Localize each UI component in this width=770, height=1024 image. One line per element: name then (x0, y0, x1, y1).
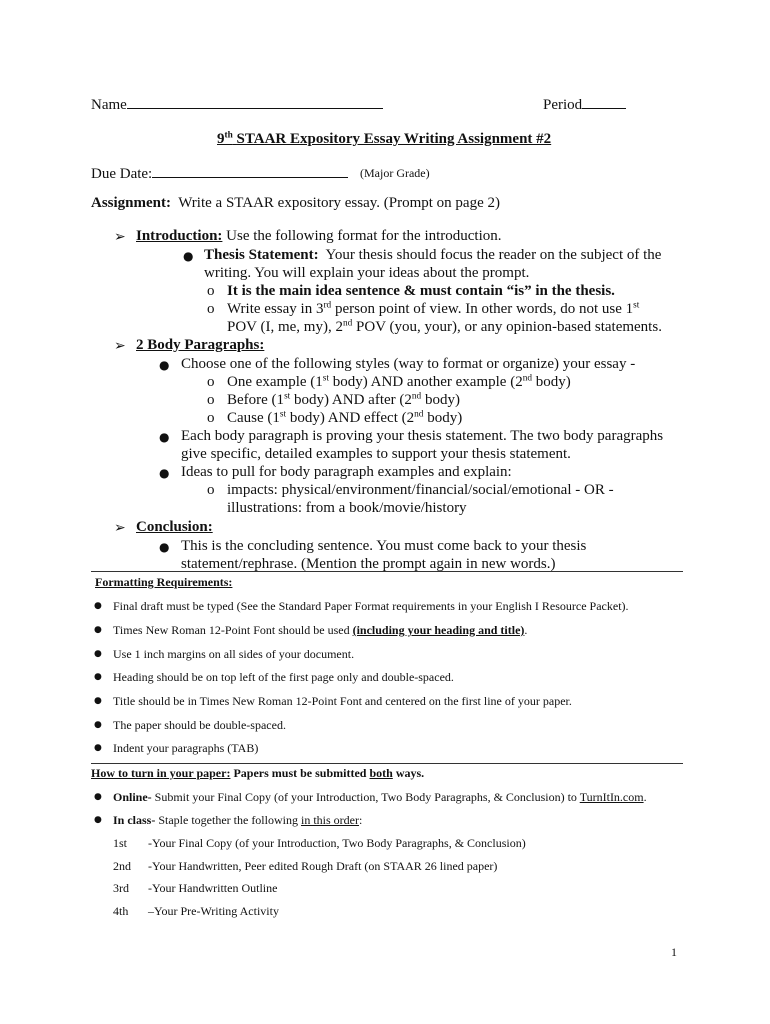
step-number: 3rd (113, 881, 129, 895)
format-item: Heading should be on top left of the first page only and double-spaced. (113, 670, 454, 684)
bullet-icon: ● (94, 672, 102, 682)
arrow-bullet-icon: ➢ (114, 229, 126, 245)
due-date-label: Due Date: (91, 166, 153, 182)
sub-bullet-icon: o (207, 374, 215, 390)
period-field (543, 94, 626, 114)
thesis-line-2: writing. You will explain your ideas about the prompt. (204, 265, 530, 281)
step-text: –Your Pre-Writing Activity (148, 904, 279, 918)
in-class-item: In class- Staple together the following in this order: (113, 813, 363, 827)
conclusion-line-2: statement/rephrase. (Mention the prompt again in new words.) (181, 556, 556, 572)
conclusion-line: This is the concluding sentence. You must come back to your thesis (181, 538, 587, 554)
bullet-icon: ● (94, 649, 102, 659)
style-option-1: One example (1st body) AND another example (2nd body) (227, 373, 571, 390)
page-number: 1 (671, 945, 677, 959)
style-option-2: Before (1st body) AND after (2nd body) (227, 391, 460, 408)
period-label: Period (543, 97, 583, 113)
online-item: Online- Submit your Final Copy (of your Introduction, Two Body Paragraphs, & Conclusion) to TurnItIn.com. (113, 790, 647, 804)
arrow-bullet-icon: ➢ (114, 338, 126, 354)
bullet-icon: ● (94, 792, 102, 802)
format-item: Final draft must be typed (See the Standard Paper Format requirements in your English I Resource Packet). (113, 599, 629, 613)
sub-bullet-icon: o (207, 482, 215, 498)
impacts-line: impacts: physical/environment/financial/social/emotional - OR - (227, 482, 614, 498)
main-idea-line: It is the main idea sentence & must contain “is” in the thesis. (227, 283, 615, 299)
formatting-heading: Formatting Requirements: (95, 575, 233, 589)
pov-line: Write essay in 3rd person point of view. In other words, do not use 1st (227, 300, 640, 317)
bullet-icon: ● (159, 430, 170, 444)
choose-line: Choose one of the following styles (way to format or organize) your essay - (181, 356, 636, 372)
name-label: Name (91, 97, 127, 113)
conclusion-heading: Conclusion: (136, 519, 213, 535)
sub-bullet-icon: o (207, 283, 215, 299)
arrow-bullet-icon: ➢ (114, 520, 126, 536)
bullet-icon: ● (159, 466, 170, 480)
style-option-3: Cause (1st body) AND effect (2nd body) (227, 409, 463, 426)
format-item: Use 1 inch margins on all sides of your document. (113, 647, 355, 661)
format-item: Times New Roman 12-Point Font should be used (including your heading and title). (113, 623, 528, 637)
step-number: 1st (113, 836, 128, 850)
sub-bullet-icon: o (207, 301, 215, 317)
name-field (91, 94, 383, 114)
format-item: Indent your paragraphs (TAB) (113, 741, 259, 755)
step-text: -Your Final Copy (of your Introduction, Two Body Paragraphs, & Conclusion) (148, 836, 526, 850)
bullet-icon: ● (159, 540, 170, 554)
step-number: 2nd (113, 859, 131, 873)
page-title: 9th STAAR Expository Essay Writing Assignment #2 (217, 130, 552, 147)
intro-line: Introduction: Use the following format for the introduction. (136, 228, 502, 244)
impacts-line-2: illustrations: from a book/movie/history (227, 500, 467, 516)
bullet-icon: ● (94, 720, 102, 730)
assignment-line: Assignment: Write a STAAR expository essay. (Prompt on page 2) (91, 195, 500, 211)
turnitin-link[interactable]: TurnItIn.com (579, 790, 644, 804)
step-text: -Your Handwritten Outline (148, 881, 278, 895)
bullet-icon: ● (159, 358, 170, 372)
sub-bullet-icon: o (207, 392, 215, 408)
step-number: 4th (113, 904, 129, 918)
proving-line: Each body paragraph is proving your thesis statement. The two body paragraphs (181, 428, 664, 444)
bullet-icon: ● (183, 249, 194, 263)
bullet-icon: ● (94, 601, 102, 611)
grade-note: (Major Grade) (360, 166, 430, 180)
proving-line-2: give specific, detailed examples to support your thesis statement. (181, 446, 571, 462)
bullet-icon: ● (94, 743, 102, 753)
turnin-heading: How to turn in your paper: Papers must be submitted both ways. (91, 766, 425, 780)
thesis-line: Thesis Statement: Your thesis should focus the reader on the subject of the (204, 247, 662, 263)
name-blank (127, 94, 383, 109)
format-item: Title should be in Times New Roman 12-Point Font and centered on the first line of your paper. (113, 694, 572, 708)
bullet-icon: ● (94, 696, 102, 706)
step-text: -Your Handwritten, Peer edited Rough Draft (on STAAR 26 lined paper) (148, 859, 498, 873)
ideas-line: Ideas to pull for body paragraph examples and explain: (181, 464, 512, 480)
bullet-icon: ● (94, 815, 102, 825)
bullet-icon: ● (94, 625, 102, 635)
due-date-field (91, 163, 348, 183)
body-heading: 2 Body Paragraphs: (136, 337, 265, 353)
section-divider (91, 571, 683, 572)
format-item: The paper should be double-spaced. (113, 718, 286, 732)
pov-line-2: POV (I, me, my), 2nd POV (you, your), or any opinion-based statements. (227, 318, 662, 335)
sub-bullet-icon: o (207, 410, 215, 426)
due-date-blank (152, 163, 348, 178)
section-divider (91, 763, 683, 764)
period-blank (582, 94, 626, 109)
